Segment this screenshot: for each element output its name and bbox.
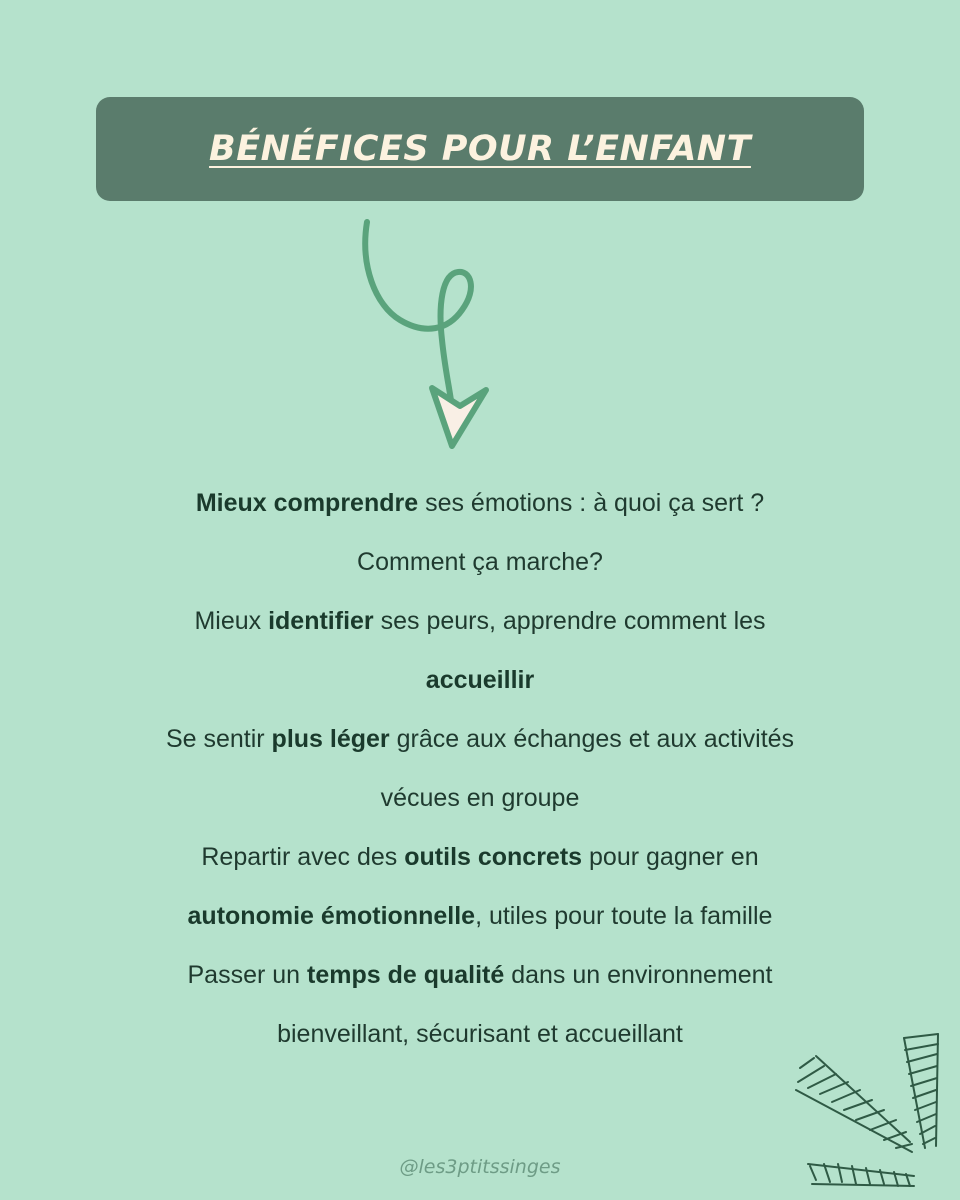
- benefit-line: accueillir: [425, 666, 535, 694]
- page-title: BÉNÉFICES POUR L’ENFANT: [209, 129, 751, 169]
- benefit-line: vécues en groupe: [380, 784, 580, 812]
- benefit-line: Mieux identifier ses peurs, apprendre comment les: [194, 607, 766, 635]
- benefit-line: Se sentir plus léger grâce aux échanges et aux activités: [165, 725, 795, 753]
- benefit-line: Comment ça marche?: [357, 548, 603, 576]
- benefit-line: Repartir avec des outils concrets pour gagner en: [201, 843, 759, 871]
- benefit-line: bienveillant, sécurisant et accueillant: [277, 1020, 683, 1048]
- benefit-line: Mieux comprendre ses émotions : à quoi ça sert ?: [195, 489, 765, 517]
- benefit-line: Passer un temps de qualité dans un environnement: [187, 961, 773, 989]
- loop-down-arrow-icon: [330, 210, 550, 460]
- title-banner: [96, 97, 864, 201]
- benefits-list: [60, 474, 900, 1064]
- social-handle: @les3ptitssinges: [399, 1156, 561, 1178]
- benefit-line: autonomie émotionnelle, utiles pour toute la famille: [187, 902, 773, 930]
